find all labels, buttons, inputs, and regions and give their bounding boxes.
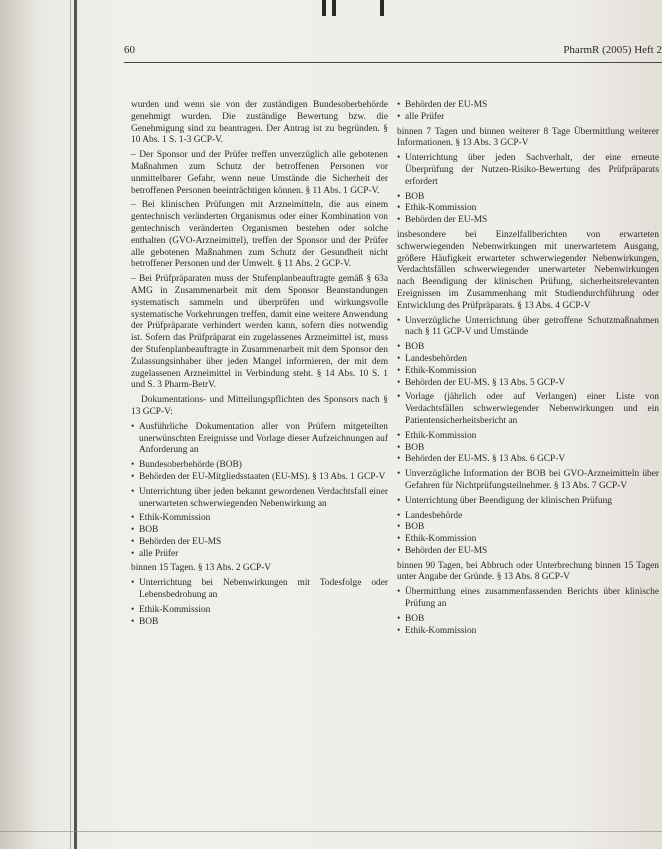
page-header	[124, 44, 662, 60]
page-number: 60	[124, 44, 135, 56]
bullet-list	[397, 342, 659, 389]
bullet-list	[397, 511, 659, 558]
bullet-list	[397, 614, 659, 638]
bullet-list	[131, 513, 388, 560]
page-binding-edge	[74, 0, 77, 849]
list-item: • BOB	[131, 617, 388, 629]
list-item: • Behörden der EU-Mitgliedsstaaten (EU-MS). § 13 Abs. 1 GCP-V	[131, 472, 388, 484]
list-item: • alle Prüfer	[131, 549, 388, 561]
bullet-paragraph: • Ausführliche Dokumentation aller von Prüfern mitgeteilten unerwünschten Ereignisse und Vorlage dieser Aufzeichnungen auf Anforderung an	[131, 422, 388, 457]
page-binding-shadow	[70, 0, 71, 849]
paragraph: Dokumentations- und Mitteilungspflichten des Sponsors nach § 13 GCP-V:	[131, 395, 388, 417]
list-item: • BOB	[397, 192, 659, 204]
header-rule	[124, 62, 662, 63]
list-item: • Ethik-Kommission	[397, 203, 659, 215]
bullet-list	[131, 605, 388, 629]
scan-bottom-edge	[0, 831, 662, 832]
journal-reference: PharmR (2005) Heft 2	[563, 44, 662, 56]
list-item: • Ethik-Kommission	[397, 626, 659, 638]
list-item: • Behörden der EU-MS	[397, 546, 659, 558]
top-mark	[322, 0, 326, 16]
list-item: • Ethik-Kommission	[131, 605, 388, 617]
list-item: • Behörden der EU-MS. § 13 Abs. 6 GCP-V	[397, 454, 659, 466]
paragraph: wurden und wenn sie von der zuständigen Bundesoberbehörde genehmigt wurden. Die zuständige Bewertung bzw. die Genehmigung sind zu beantragen. Der Antrag ist zu begründen. § 10 Abs. 1 S. 1-3 GCP-V.	[131, 100, 388, 146]
list-item: • Behörden der EU-MS. § 13 Abs. 5 GCP-V	[397, 378, 659, 390]
paragraph: binnen 15 Tagen. § 13 Abs. 2 GCP-V	[131, 563, 272, 574]
bullet-paragraph: • Unverzügliche Information der BOB bei GVO-Arzneimitteln über Gefahren für Nichtprüfungsteilnehmer. § 13 Abs. 7 GCP-V	[397, 469, 659, 493]
paragraph: – Der Sponsor und der Prüfer treffen unverzüglich alle gebotenen Maßnahmen zum Schutz der betroffenen Personen vor unmittelbarer Gefahr, wenn neue Umstände die Sicherheit der betroffenen Personen beeinträchtigen können. § 11 Abs. 1 GCP-V.	[131, 150, 388, 196]
list-item: • Ethik-Kommission	[397, 366, 659, 378]
list-item: • Behörden der EU-MS	[131, 537, 388, 549]
list-item: • Ethik-Kommission	[397, 431, 659, 443]
bullet-list	[397, 431, 659, 466]
right-text-column	[397, 100, 659, 640]
list-item: • alle Prüfer	[397, 112, 659, 124]
list-item: • Ethik-Kommission	[397, 534, 659, 546]
paragraph: binnen 90 Tagen, bei Abbruch oder Unterbrechung binnen 15 Tagen unter Angabe der Gründe. § 13 Abs. 8 GCP-V	[397, 560, 659, 583]
paragraph: – Bei Prüfpräparaten muss der Stufenplanbeauftragte gemäß § 63a AMG in Zusammenarbeit mit dem Sponsor Beanstandungen systematisch sammeln und überprüfen und wirkungsvolle systematische Vorkehrungen treffen, damit eine weitere Anwendung der Prüfpräparate verhindert werden kann, sofern dies notwendig ist. Sofern das Prüfpräparat ein zugelassenes Arzneimittel ist, muss der Stufenplanbeauftragte in Zusammenarbeit mit dem Sponsor den Zulassungsinhaber über jeden Mangel informieren, der mit dem zugelassenen Arzneimittel in Verbindung steht. § 14 Abs. 10 S. 1 und S. 3 Pharm-BetrV.	[131, 274, 388, 391]
paragraph: binnen 7 Tagen und binnen weiterer 8 Tage Übermittlung weiterer Informationen. § 13 Abs. 3 GCP-V	[397, 126, 659, 149]
bullet-paragraph: • Übermittlung eines zusammenfassenden Berichts über klinische Prüfung an	[397, 587, 659, 611]
list-item: • Bundesoberbehörde (BOB)	[131, 460, 388, 472]
list-item: • Behörden der EU-MS	[397, 100, 659, 112]
list-item: • BOB	[397, 614, 659, 626]
paragraph: insbesondere bei Einzelfallberichten von erwarteten schwerwiegenden Nebenwirkungen mit unerwartetem Ausgang, größere Häufigkeit erwarteter schwerwiegender Nebenwirkungen, Verdachtsfällen schwerwiegender unerwarteter Nebenwirkungen nach Beendigung der klinischen Prüfung, sicherheitsrelevanten Ereignissen im Zusammenhang mit Studiendurchführung oder Entwicklung des Prüfpräparats. § 13 Abs. 4 GCP-V	[397, 229, 659, 311]
list-item: • Behörden der EU-MS	[397, 215, 659, 227]
bullet-list	[397, 192, 659, 227]
bullet-paragraph: • Unterrichtung über Beendigung der klinischen Prüfung	[397, 496, 659, 508]
list-item: • BOB	[131, 525, 388, 537]
bullet-paragraph: • Unverzügliche Unterrichtung über getroffene Schutzmaßnahmen nach § 11 GCP-V und Umstände	[397, 316, 659, 340]
top-mark	[380, 0, 384, 16]
list-item: • Ethik-Kommission	[131, 513, 388, 525]
list-item: • BOB	[397, 443, 659, 455]
list-item: • BOB	[397, 522, 659, 534]
bullet-paragraph: • Unterrichtung bei Nebenwirkungen mit Todesfolge oder Lebensbedrohung an	[131, 578, 388, 602]
bullet-paragraph: • Unterrichtung über jeden Sachverhalt, der eine erneute Überprüfung der Nutzen-Risiko-Bewertung des Prüfpräparats erfordert	[397, 153, 659, 188]
bullet-paragraph: • Vorlage (jährlich oder auf Verlangen) einer Liste von Verdachtsfällen schwerwiegender Nebenwirkungen und ein Patientensicherheitsbericht an	[397, 392, 659, 427]
paragraph: – Bei klinischen Prüfungen mit Arzneimitteln, die aus einem gentechnisch veränderten Organismus oder einer Kombination von gentechnisch veränderten Organismen bestehen oder solche enthalten (GVO-Arzneimittel), treffen der Sponsor und der Prüfer alle gebotenen Maßnahmen zum Schutz der Gesundheit nicht betroffener Personen und der Umwelt. § 11 Abs. 2 GCP-V.	[131, 200, 388, 270]
bullet-paragraph: • Unterrichtung über jeden bekannt gewordenen Verdachtsfall einer unerwarteten schwerwiegenden Nebenwirkung an	[131, 487, 388, 511]
bullet-list	[397, 100, 659, 124]
top-mark	[332, 0, 336, 16]
list-item: • Landesbehörden	[397, 354, 659, 366]
list-item: • Landesbehörde	[397, 511, 659, 523]
list-item: • BOB	[397, 342, 659, 354]
left-text-column	[131, 100, 388, 631]
bullet-list	[131, 460, 388, 484]
